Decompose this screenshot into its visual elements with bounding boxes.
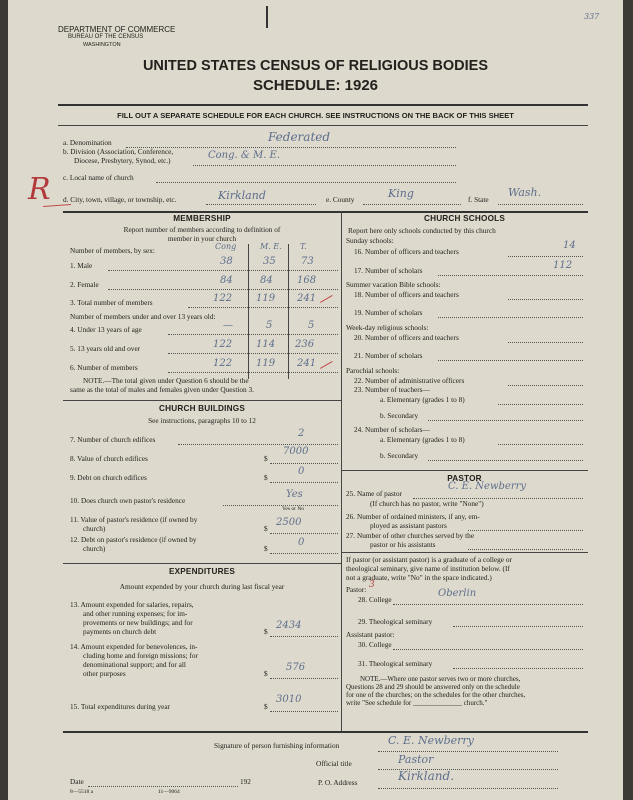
city-value: Kirkland (218, 189, 266, 202)
residence-value-amount: 2500 (276, 517, 302, 528)
residence-value-label: 11. Value of pastor's residence (if owned by (70, 515, 198, 524)
county-line (363, 204, 461, 205)
official-title-value: Pastor (398, 753, 434, 766)
members-me: 119 (256, 358, 276, 369)
summer-schools-label: Summer vacation Bible schools: (346, 280, 441, 289)
pastor-name-value: C. E. Newberry (448, 481, 527, 492)
pastor-sub-label: Pastor: (346, 585, 367, 594)
q18-label: 18. Number of officers and teachers (354, 290, 459, 299)
edifice-value-line (270, 463, 338, 464)
q16-line (508, 256, 583, 257)
q26-label-cont: ployed as assistant pastors (370, 521, 447, 530)
edifice-debt-amount: 0 (298, 466, 305, 477)
membership-note: NOTE.—The total given under Question 6 should be the (83, 376, 249, 385)
q24-label: 24. Number of scholars— (354, 425, 430, 434)
column-divider (341, 211, 342, 731)
division-value: Cong. & M. E. (208, 150, 281, 161)
q13-line2: and other running expenses; for im- (83, 609, 188, 618)
q28-line (393, 604, 583, 605)
date-label: Date (70, 777, 84, 786)
residence-debt-label: 12. Debt on pastor's residence (if owned by (70, 535, 197, 544)
graduate-note: If pastor (or assistant pastor) is a graduate of a college or (346, 555, 512, 564)
col-head-me: M. E. (260, 242, 282, 251)
under-13-label: 4. Under 13 years of age (70, 325, 142, 334)
member-col-rule-1 (248, 244, 249, 379)
parochial-schools-label: Parochial schools: (346, 366, 400, 375)
page-number: 337 (584, 12, 600, 21)
q19-line (438, 317, 583, 318)
q17-value: 112 (553, 260, 573, 271)
q14-dollar: $ (264, 669, 268, 678)
schools-heading: CHURCH SCHOOLS (423, 214, 506, 223)
pastor-note-line3: for one of the churches; on the schedules for the other churches, (346, 691, 526, 699)
pastor-heading: PASTOR (447, 474, 482, 483)
total-me: 119 (256, 293, 276, 304)
division-line (193, 165, 456, 166)
col-head-total: T. (300, 242, 307, 251)
members-cong: 122 (213, 358, 233, 369)
under-13-me: 5 (266, 320, 273, 331)
weekday-schools-label: Week-day religious schools: (346, 323, 429, 332)
pastor-note-line4: write "See schedule for ______________ church." (346, 699, 488, 707)
total-members-label: 3. Total number of members (70, 298, 153, 307)
local-name-line (156, 182, 456, 183)
q27-label-cont: pastor or his assistants (370, 540, 436, 549)
q24a-line (498, 444, 583, 445)
q30-line (393, 649, 583, 650)
header-rule (58, 104, 588, 106)
female-cong: 84 (220, 275, 233, 286)
print-number: 11—9064 (158, 789, 180, 795)
college-value: Oberlin (438, 588, 477, 599)
q13-dollar: $ (264, 627, 268, 636)
over-13-label: 5. 13 years old and over (70, 344, 141, 353)
q31-line (453, 668, 583, 669)
q19-label: 19. Number of scholars (354, 308, 423, 317)
q15-amount: 3010 (276, 694, 302, 705)
q21-line (438, 360, 583, 361)
under-13-total: 5 (308, 320, 315, 331)
buildings-sub: See instructions, paragraphs 10 to 12 (148, 416, 256, 425)
q17-line (438, 275, 583, 276)
age-question-label: Number of members under and over 13 years old: (70, 312, 216, 321)
bureau-name: BUREAU OF THE CENSUS (68, 34, 144, 40)
denomination-label: a. Denomination (63, 138, 112, 147)
q23-label: 23. Number of teachers— (354, 385, 430, 394)
female-total: 168 (297, 275, 317, 286)
residence-debt-dollar: $ (264, 544, 268, 553)
q31-label: 31. Theological seminary (358, 659, 433, 668)
po-address-label: P. O. Address (318, 778, 358, 787)
q27-line (468, 549, 583, 550)
membership-intro-cont: member in your church (167, 234, 237, 243)
pastor-rule (341, 552, 588, 553)
col-head-cong: Cong (215, 242, 237, 251)
q20-line (508, 342, 583, 343)
edifice-value-label: 8. Value of church edifices (70, 454, 148, 463)
over-13-line (168, 353, 338, 354)
owns-residence-line (223, 505, 338, 506)
q14-line1: 14. Amount expended for benevolences, in- (70, 642, 198, 651)
over-13-cong: 122 (213, 339, 233, 350)
buildings-bottom-rule (63, 563, 341, 564)
buildings-heading: CHURCH BUILDINGS (159, 404, 245, 413)
q13-line3: provements or new buildings; and for (83, 618, 193, 627)
q24b-line (428, 460, 583, 461)
under-13-line (168, 334, 338, 335)
edifices-label: 7. Number of church edifices (70, 435, 156, 444)
q24a-label: a. Elementary (grades 1 to 8) (380, 435, 465, 444)
pastor-note-line2: Questions 28 and 29 should be answered only on the schedule (346, 683, 520, 691)
q25-label: 25. Name of pastor (346, 489, 402, 498)
q30-label: 30. College (358, 640, 392, 649)
q13-amount: 2434 (276, 620, 302, 631)
member-col-rule-2 (288, 244, 289, 379)
graduate-note-cont: theological seminary, give name of institution below. (If (346, 564, 510, 573)
date-year: 192 (240, 777, 251, 786)
edifices-line (178, 444, 338, 445)
red-r-stamp: R (28, 172, 51, 207)
q29-label: 29. Theological seminary (358, 617, 433, 626)
q15-dollar: $ (264, 702, 268, 711)
signature-value: C. E. Newberry (388, 734, 474, 747)
signature-label: Signature of person furnishing information (214, 741, 340, 750)
expenditures-sub: Amount expended by your church during last fiscal year (119, 582, 285, 591)
q14-line3: denominational support; and for all (83, 660, 186, 669)
membership-intro: Report number of members according to definition of (123, 225, 281, 234)
form-title: UNITED STATES CENSUS OF RELIGIOUS BODIES (142, 58, 489, 74)
residence-value-label-cont: church) (83, 524, 106, 533)
residence-debt-line (270, 553, 338, 554)
male-cong: 38 (220, 256, 233, 267)
membership-bottom-rule (63, 400, 341, 401)
edifice-value-dollar: $ (264, 454, 268, 463)
number-of-members-label: 6. Number of members (70, 363, 138, 372)
q20-label: 20. Number of officers and teachers (354, 333, 459, 342)
census-schedule-sheet (8, 0, 623, 800)
q29-line (453, 626, 583, 627)
pastor-red-mark: 3 (369, 580, 375, 590)
male-total: 73 (301, 256, 314, 267)
edifice-debt-dollar: $ (264, 473, 268, 482)
edifice-debt-line (270, 482, 338, 483)
members-by-sex-label: Number of members, by sex: (70, 246, 155, 255)
q16-value: 14 (563, 240, 576, 251)
q26-line (468, 530, 583, 531)
city-label: d. City, town, village, or township, etc. (63, 195, 177, 204)
q28-label: 28. College (358, 595, 392, 604)
male-label: 1. Male (70, 261, 93, 270)
denomination-value: Federated (268, 130, 331, 144)
q13-line1: 13. Amount expended for salaries, repairs, (70, 600, 194, 609)
q22-line (508, 385, 583, 386)
total-line (188, 307, 338, 308)
official-title-label: Official title (316, 759, 352, 768)
q14-amount: 576 (286, 662, 306, 673)
division-label: b. Division (Association, Conference, (63, 147, 174, 156)
graduate-note-end: not a graduate, write "No" in the space indicated.) (346, 573, 492, 582)
total-cong: 122 (213, 293, 233, 304)
form-schedule: SCHEDULE: 1926 (252, 77, 379, 94)
red-tick-2 (320, 361, 333, 369)
over-13-me: 114 (256, 339, 276, 350)
q23b-label: b. Secondary (380, 411, 419, 420)
department-name: DEPARTMENT OF COMMERCE (58, 25, 176, 34)
city-line (206, 204, 316, 205)
residence-debt-amount: 0 (298, 537, 305, 548)
q16-label: 16. Number of officers and teachers (354, 247, 459, 256)
division-label-cont: Diocese, Presbytery, Synod, etc.) (74, 156, 171, 165)
q13-line4: payments on church debt (83, 627, 157, 636)
q27-label: 27. Number of other churches served by the (346, 531, 475, 540)
q23a-label: a. Elementary (grades 1 to 8) (380, 395, 465, 404)
pen-stroke (266, 6, 268, 28)
male-line (108, 270, 338, 271)
county-label: e. County (326, 195, 355, 204)
state-label: f. State (468, 195, 489, 204)
assistant-pastor-label: Assistant pastor: (346, 630, 395, 639)
table-top-rule (63, 211, 588, 213)
edifice-debt-label: 9. Debt on church edifices (70, 473, 147, 482)
form-instructions: FILL OUT A SEPARATE SCHEDULE FOR EACH CHURCH. SEE INSTRUCTIONS ON THE BACK OF THIS SHEET (117, 111, 514, 120)
po-address-value: Kirkland. (398, 769, 455, 783)
q14-line4: other purposes (83, 669, 126, 678)
female-me: 84 (260, 275, 273, 286)
under-13-cong: — (223, 320, 233, 331)
owns-residence-label: 10. Does church own pastor's residence (70, 496, 186, 505)
expenditures-heading: EXPENDITURES (168, 567, 236, 576)
q14-line2: cluding home and foreign missions; for (83, 651, 198, 660)
schools-intro: Report here only schools conducted by this church (348, 226, 496, 235)
schools-bottom-rule (341, 470, 588, 471)
over-13-total: 236 (295, 339, 315, 350)
q15-label: 15. Total expenditures during year (70, 702, 171, 711)
bureau-city: WASHINGTON (83, 42, 121, 48)
sunday-schools-label: Sunday schools: (346, 236, 394, 245)
q25-hint: (If church has no pastor, write "None") (370, 499, 484, 508)
q15-amount-line (270, 711, 338, 712)
q18-line (508, 299, 583, 300)
residence-value-dollar: $ (264, 524, 268, 533)
q22-label: 22. Number of administrative officers (354, 376, 465, 385)
edifices-value: 2 (298, 428, 305, 439)
members-total: 241 (297, 358, 317, 369)
q17-label: 17. Number of scholars (354, 266, 423, 275)
signature-line (378, 751, 558, 752)
membership-note-cont: same as the total of males and females given under Question 3. (70, 385, 254, 394)
state-line (498, 204, 583, 205)
local-name-label: c. Local name of church (63, 173, 134, 182)
form-number: 8—5518 a (70, 789, 94, 795)
county-value: King (388, 187, 414, 200)
female-label: 2. Female (70, 280, 99, 289)
q13-amount-line (270, 636, 338, 637)
total-total: 241 (297, 293, 317, 304)
red-tick-1 (320, 295, 333, 303)
edifice-value-amount: 7000 (283, 446, 309, 457)
membership-heading: MEMBERSHIP (173, 214, 231, 223)
male-me: 35 (263, 256, 276, 267)
residence-value-line (270, 533, 338, 534)
owns-residence-value: Yes (286, 489, 303, 500)
female-line (108, 289, 338, 290)
q26-label: 26. Number of ordained ministers, if any, em- (346, 512, 480, 521)
table-bottom-rule (63, 731, 588, 733)
yes-or-no-hint: Yes or No (282, 506, 305, 512)
q23b-line (428, 420, 583, 421)
denomination-line (126, 147, 456, 148)
members-line (168, 372, 338, 373)
date-line (88, 786, 238, 787)
po-address-line (378, 788, 558, 789)
instructions-rule (58, 125, 588, 126)
q24b-label: b. Secondary (380, 451, 419, 460)
q21-label: 21. Number of scholars (354, 351, 423, 360)
q14-amount-line (270, 678, 338, 679)
residence-debt-label-cont: church) (83, 544, 106, 553)
pastor-note-line1: NOTE.—Where one pastor serves two or more churches, (360, 675, 521, 683)
state-value: Wash. (508, 186, 542, 199)
q23a-line (498, 404, 583, 405)
